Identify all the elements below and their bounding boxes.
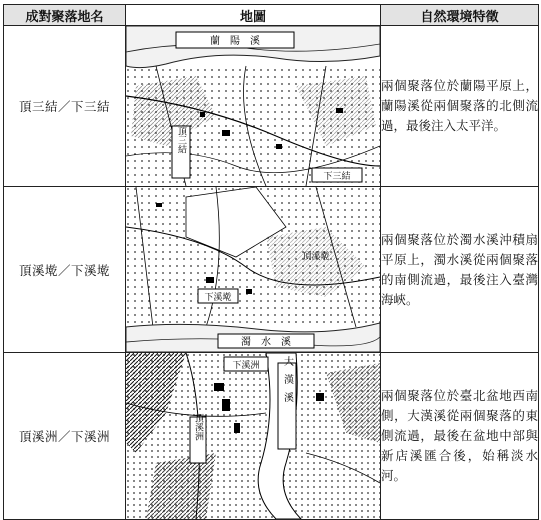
map-image-lanyang	[126, 26, 380, 186]
map-cell	[126, 26, 381, 187]
settlement-name: 頂溪洲／下溪洲	[4, 353, 126, 520]
feature-description: 兩個聚落位於濁水溪沖積扇平原上，濁水溪從兩個聚落的南側流過，最後注入臺灣海峽。	[381, 187, 539, 353]
map-label-river: 濁 水 溪	[241, 337, 291, 348]
settlement-name: 頂三結／下三結	[4, 26, 126, 187]
map-cell	[126, 353, 381, 520]
header-map: 地圖	[126, 5, 381, 26]
map-image-zhuoshui	[126, 187, 380, 352]
settlement-table	[3, 4, 539, 520]
map-label-river: 蘭 陽 溪	[210, 36, 260, 47]
table-row	[4, 187, 539, 353]
map-cell	[126, 187, 381, 353]
map-label-bottom-village: 下溪洲	[232, 361, 260, 371]
feature-description: 兩個聚落位於臺北盆地西南側，大漢溪從兩個聚落的東側流過，最後在盆地中部與新店溪匯合後，始稱淡水河。	[381, 353, 539, 520]
header-features: 自然環境特徵	[381, 5, 539, 26]
feature-description: 兩個聚落位於蘭陽平原上，蘭陽溪從兩個聚落的北側流過，最後注入太平洋。	[381, 26, 539, 187]
table-row	[4, 353, 539, 520]
header-row	[4, 5, 539, 26]
map-label-bottom-village: 下三結	[323, 172, 351, 182]
settlement-name: 頂溪墘／下溪墘	[4, 187, 126, 353]
header-settlement-name: 成對聚落地名	[4, 5, 126, 26]
map-label-top-village: 頂三結	[176, 126, 186, 154]
map-image-dahan	[126, 353, 380, 519]
map-label-top-village: 頂溪洲	[193, 413, 203, 441]
map-label-bottom-village: 下溪墘	[204, 293, 232, 303]
map-label-top-village: 頂溪墘	[302, 252, 330, 262]
table-row	[4, 26, 539, 187]
map-label-river: 大漢溪	[281, 356, 293, 410]
